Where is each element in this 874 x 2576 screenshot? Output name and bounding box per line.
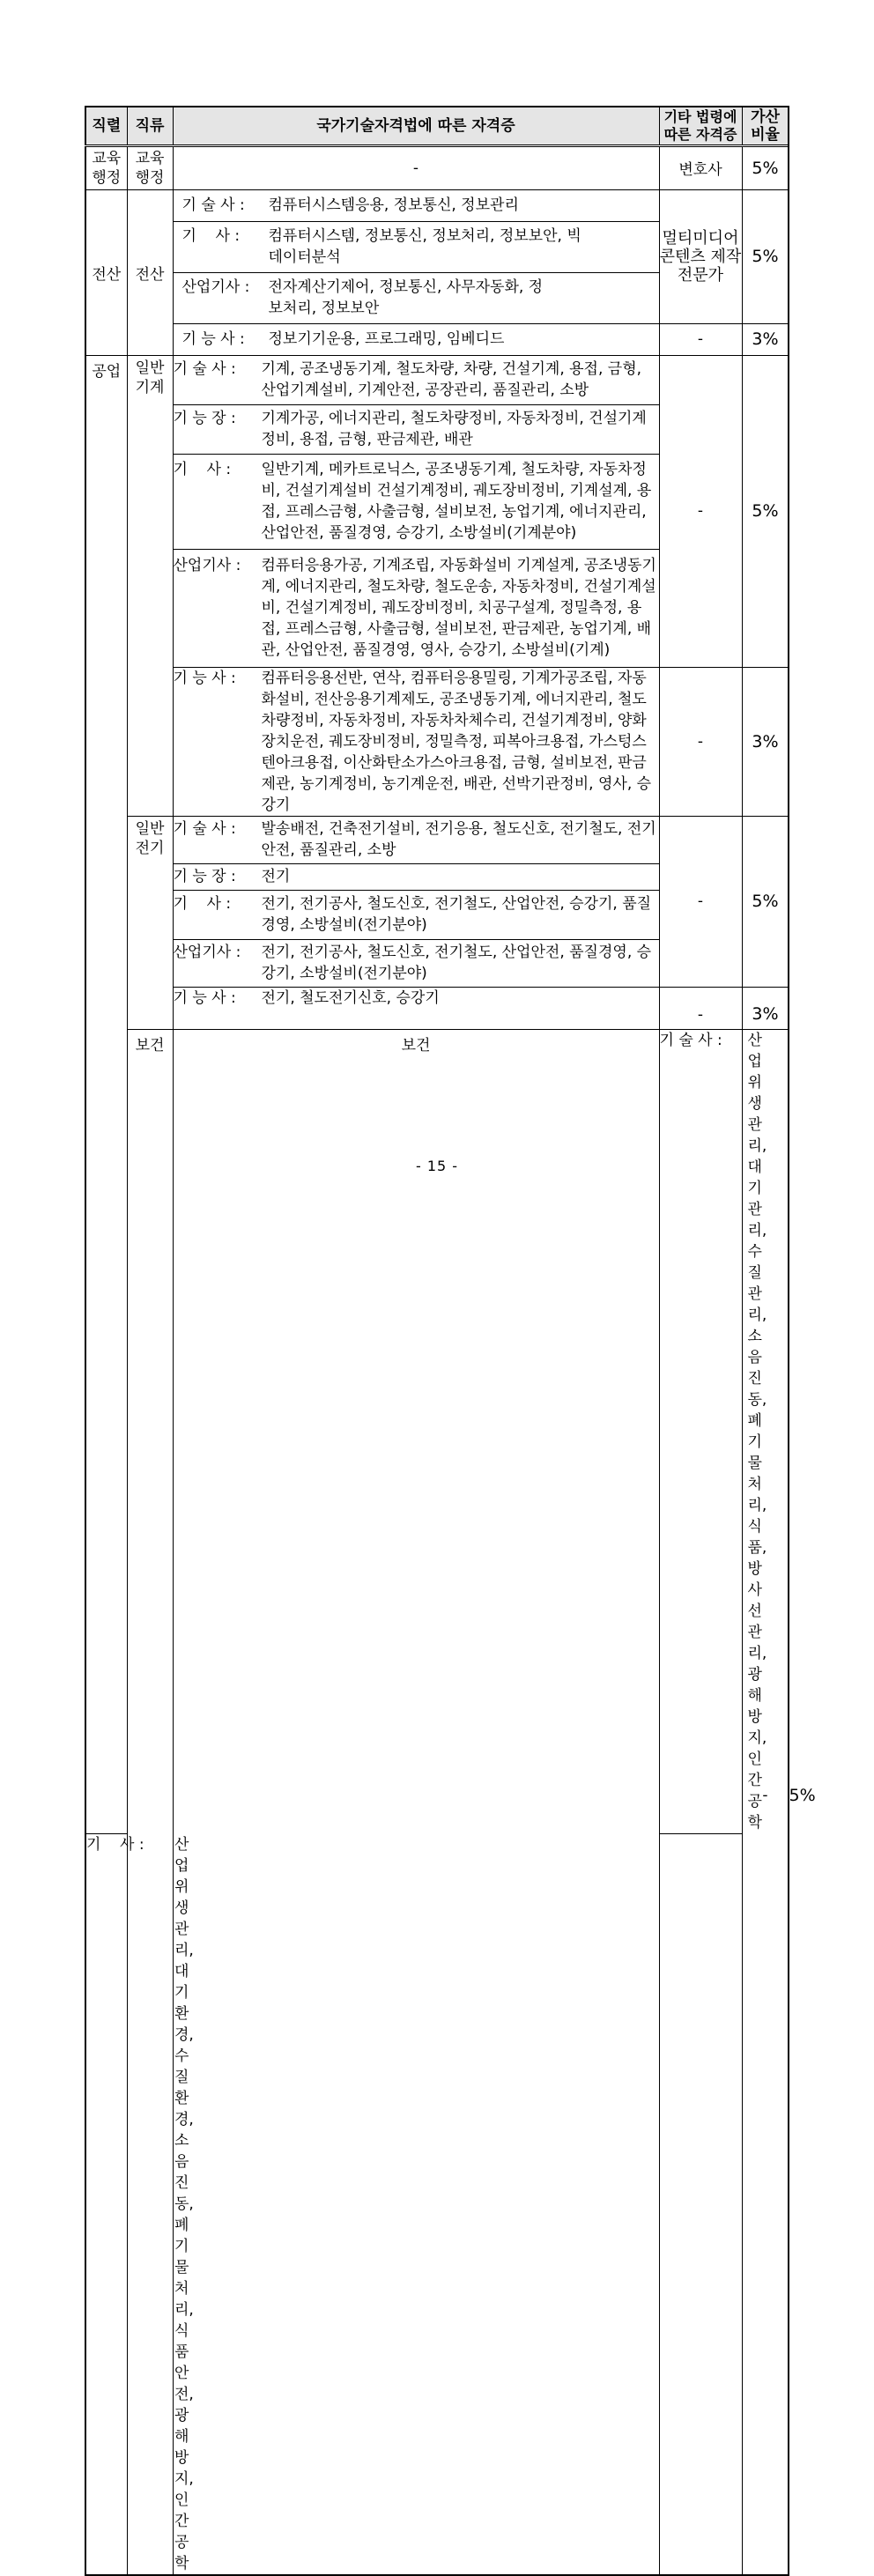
- header-grade: 직렬: [85, 107, 127, 145]
- it-label-3: 산업기사 :: [181, 278, 250, 296]
- header-national: 국가기술자격법에 따른 자격증: [173, 107, 659, 145]
- it-other: 멀티미디어 콘텐츠 제작전문가: [659, 189, 742, 323]
- mech-row-1: [173, 355, 659, 404]
- page-number: - 15 -: [415, 1158, 459, 1174]
- elec-rate: 5%: [742, 816, 789, 987]
- elec-row-2: [173, 863, 659, 890]
- it-last-other: -: [659, 323, 742, 355]
- elec-label-1: 기 술 사 :: [173, 820, 236, 838]
- health-row-2: [85, 1833, 194, 2575]
- health-label-1: 기 술 사 :: [659, 1031, 722, 1049]
- elec-other: -: [659, 816, 742, 987]
- elec-row-3: [173, 890, 659, 939]
- mech-rate: 5%: [742, 355, 789, 667]
- it-row-1: [173, 189, 659, 221]
- edu-national: -: [173, 145, 659, 189]
- mech-label-3: 기 사 :: [173, 461, 232, 478]
- it-text-2: 컴퓨터시스템, 정보통신, 정보처리, 정보보안, 빅데이터분석: [268, 227, 581, 266]
- elec-row-4: [173, 939, 659, 987]
- it-row-2: [173, 221, 659, 272]
- elec-row-5: [173, 987, 659, 1029]
- elec-craft-other: -: [659, 987, 742, 1029]
- it-label-1: 기 술 사 :: [181, 196, 245, 214]
- mech-label-4: 산업기사 :: [173, 557, 241, 574]
- edu-series: 교육 행정: [127, 145, 173, 189]
- it-text-4: 정보기기운용, 프로그래밍, 임베디드: [268, 330, 505, 348]
- certificate-table: 직렬 직류 국가기술자격법에 따른 자격증 기타 법령에 따른 자격증 가산 비율 교육 행정 교육 행정 - 변호사 5% 전산 전산 기 술 사 : 컴퓨터시스템응용, 정보통신, 정보관리 멀티미디어 콘텐츠 제작전문가 5% 기 사 : 컴퓨터시스템, 정보통신, 정보처리, 정보보안, 빅데이터분석 산업기사 : 전자계산기제어, 정보통신, 사무자동화, 정보처리, 정보보안 기 능 사 : 정보기기운용, 프로그래밍, 임베디드 - 3% 공업 일반 기계 기 술 사 : 기계, 공조냉동기계, 철도차량, 차량, 건설기계, 용접, 금형, 산업기계설비, 기계안전, 공장관리, 품질관리, 소방 - 5% 기 능 장 : 기계가공, 에너지관리, 철도차량정비, 자동차정비, 건설기계정비, 용접, 금형, 판금제관, 배관 기 사 : 일반기계, 메카트로닉스, 공조냉동기계, 철도차량, 자동차정비, 건설기계설비 건설기계정비, 궤도장비정비, 기계설계, 용접, 프레스금형, 사출금형, 설비보전, 농업기계, 에너지관리, 산업안전, 품질경영, 승강기, 소방설비(기계분야) 산업기사 : 컴퓨터응용가공, 기계조립, 자동화설비 기계설계, 공조냉동기계, 에너지관리, 철도차량, 철도운송, 자동차정비, 건설기계설비, 건설기계정비, 궤도장비정비, 치공구설계, 정밀측정, 용접, 프레스금형, 사출금형, 설비보전, 판금제관, 농업기계, 배관, 산업안전, 품질경영, 영사, 승강기, 소방설비(기계) 기 능 사 : 컴퓨터응용선반, 연삭, 컴퓨터응용밀링, 기계가공조립, 자동화설비, 전산응용기계제도, 공조냉동기계, 에너지관리, 철도차량정비, 자동차정비, 자동차차체수리, 건설기계정비, 양화장치운전, 궤도장비정비, 정밀측정, 피복아크용접, 가스텅스텐아크용접, 이산화탄소가스아크용접, 금형, 설비보전, 판금제관, 농기계정비, 농기계운전, 배관, 선박기관정비, 영사, 승강기 - 3% 일반 전기 기 술 사 : 발송배전, 건축전기설비, 전기응용, 철도신호, 전기철도, 전기안전, 품질관리, 소방 - 5% 기 능 장 : 전기 기 사 : 전기, 전기공사, 철도신호, 전기철도, 산업안전, 승강기, 품질경영, 소방설비(전기분야) 산업기사 : 전기, 전기공사, 철도신호, 전기철도, 산업안전, 품질경영, 승강기, 소방설비(전기분야) 기 능 사 : 전기, 철도전기신호, 승강기 - 3% 보건 보건 기 술 사 : 산업위생관리, 대기관리, 수질관리, 소음진동, 폐기물처리, 식품, 방사선관리, 광해방지, 인간공학 - 5% 기 사 : 산업위생관리, 대기환경, 수질환경, 소음진동, 폐기물처리, 식품안전, 광해방지, 인간공학: [85, 106, 789, 2576]
- elec-text-1: 발송배전, 건축전기설비, 전기응용, 철도신호, 전기철도, 전기안전, 품질관리, 소방: [261, 820, 656, 859]
- mech-series: 일반 기계: [127, 355, 173, 816]
- elec-label-2: 기 능 장 :: [173, 868, 236, 885]
- mech-row-5: [173, 667, 659, 816]
- header-other: 기타 법령에 따른 자격증: [659, 107, 742, 145]
- health-text-1: 산업위생관리, 대기관리, 수질관리, 소음진동, 폐기물처리, 식품, 방사선관리, 광해방지, 인간공학: [747, 1031, 767, 1832]
- mech-label-2: 기 능 장 :: [173, 410, 236, 427]
- mech-row-3: [173, 454, 659, 549]
- mech-text-5: 컴퓨터응용선반, 연삭, 컴퓨터응용밀링, 기계가공조립, 자동화설비, 전산응용기계제도, 공조냉동기계, 에너지관리, 철도차량정비, 자동차정비, 자동차차체수리, 건설기계정비, 양화장치운전, 궤도장비정비, 정밀측정, 피복아크용접, 가스텅스텐아크용접, 이산화탄소가스아크용접, 금형, 설비보전, 판금제관, 농기계정비, 농기계운전, 배관, 선박기관정비, 영사, 승강기: [261, 669, 652, 814]
- mech-label-5: 기 능 사 :: [173, 669, 236, 687]
- elec-text-2: 전기: [261, 868, 291, 885]
- eng-grade: 공업: [85, 355, 127, 1833]
- elec-label-5: 기 능 사 :: [173, 988, 236, 1007]
- edu-rate: 5%: [742, 145, 789, 189]
- it-grade: 전산: [85, 189, 127, 355]
- elec-series: 일반 전기: [127, 816, 173, 1029]
- elec-text-3: 전기, 전기공사, 철도신호, 전기철도, 산업안전, 승강기, 품질경영, 소방설비(전기분야): [261, 895, 652, 934]
- it-row-3: [173, 272, 659, 323]
- edu-other: 변호사: [659, 145, 742, 189]
- it-text-3: 전자계산기제어, 정보통신, 사무자동화, 정보처리, 정보보안: [268, 278, 544, 317]
- mech-other: -: [659, 355, 742, 667]
- health-row-1: [659, 1029, 767, 1833]
- edu-grade: 교육 행정: [85, 145, 127, 189]
- mech-label-1: 기 술 사 :: [173, 360, 236, 378]
- mech-text-3: 일반기계, 메카트로닉스, 공조냉동기계, 철도차량, 자동차정비, 건설기계설비 건설기계정비, 궤도장비정비, 기계설계, 용접, 프레스금형, 사출금형, 설비보전, 농업기계, 에너지관리, 산업안전, 품질경영, 승강기, 소방설비(기계분야): [261, 461, 652, 542]
- health-other: -: [742, 1029, 789, 2575]
- mech-row-4: [173, 549, 659, 667]
- it-label-2: 기 사 :: [181, 227, 241, 245]
- header-series: 직류: [127, 107, 173, 145]
- it-row-4: [173, 323, 659, 355]
- health-grade: 보건: [127, 1029, 173, 2575]
- elec-label-4: 산업기사 :: [173, 944, 241, 961]
- it-series: 전산: [127, 189, 173, 355]
- health-text-2: 산업위생관리, 대기환경, 수질환경, 소음진동, 폐기물처리, 식품안전, 광해방지, 인간공학: [174, 1835, 194, 2572]
- mech-craft-rate: 3%: [742, 667, 789, 816]
- it-last-rate: 3%: [742, 323, 789, 355]
- health-series: 보건: [173, 1029, 659, 2575]
- elec-craft-rate: 3%: [742, 987, 789, 1029]
- mech-text-1: 기계, 공조냉동기계, 철도차량, 차량, 건설기계, 용접, 금형, 산업기계설비, 기계안전, 공장관리, 품질관리, 소방: [261, 360, 642, 399]
- it-rate: 5%: [742, 189, 789, 323]
- mech-craft-other: -: [659, 667, 742, 816]
- it-label-4: 기 능 사 :: [181, 330, 245, 348]
- it-text-1: 컴퓨터시스템응용, 정보통신, 정보관리: [268, 196, 519, 214]
- header-rate: 가산 비율: [742, 107, 789, 145]
- elec-text-4: 전기, 전기공사, 철도신호, 전기철도, 산업안전, 품질경영, 승강기, 소방설비(전기분야): [261, 944, 652, 982]
- elec-label-3: 기 사 :: [173, 895, 232, 913]
- elec-row-1: [173, 816, 659, 863]
- elec-text-5: 전기, 철도전기신호, 승강기: [261, 988, 440, 1007]
- mech-text-4: 컴퓨터응용가공, 기계조립, 자동화설비 기계설계, 공조냉동기계, 에너지관리, 철도차량, 철도운송, 자동차정비, 건설기계설비, 건설기계정비, 궤도장비정비, 치공구설계, 정밀측정, 용접, 프레스금형, 사출금형, 설비보전, 판금제관, 농업기계, 배관, 산업안전, 품질경영, 영사, 승강기, 소방설비(기계): [261, 557, 656, 659]
- mech-row-2: [173, 404, 659, 454]
- mech-text-2: 기계가공, 에너지관리, 철도차량정비, 자동차정비, 건설기계정비, 용접, 금형, 판금제관, 배관: [261, 410, 647, 448]
- health-label-2: 기 사 :: [86, 1835, 144, 1854]
